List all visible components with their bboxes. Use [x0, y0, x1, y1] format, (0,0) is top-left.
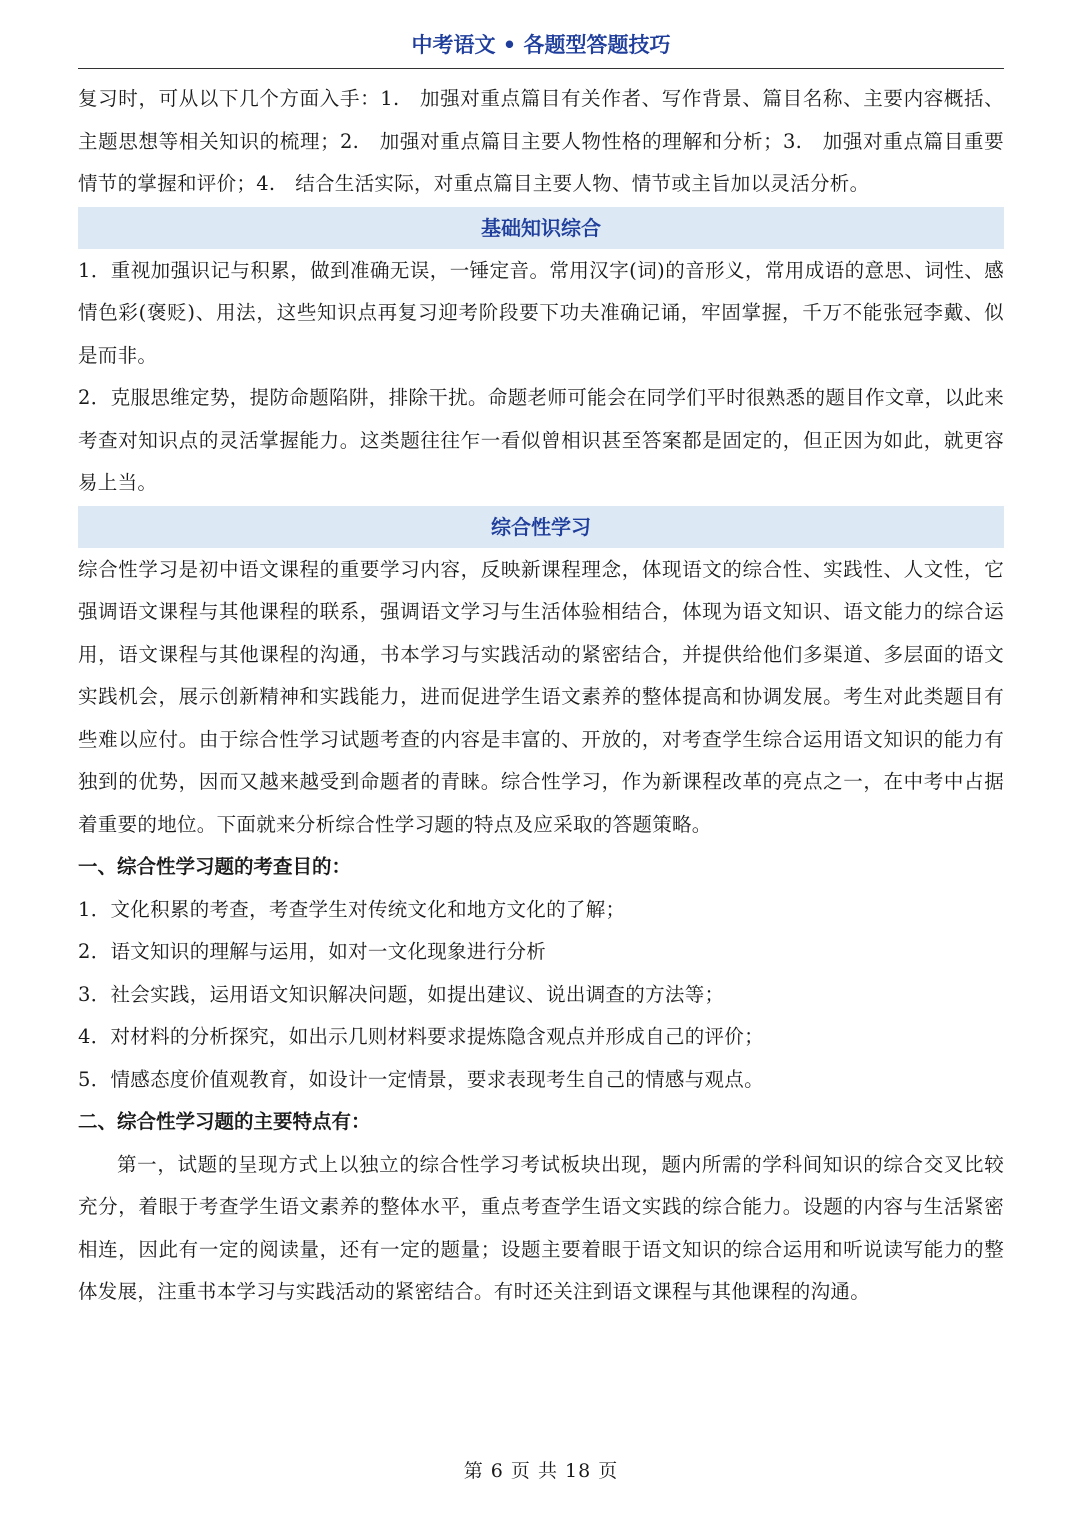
intro-paragraph: 复习时，可从以下几个方面入手：1. 加强对重点篇目有关作者、写作背景、篇目名称、主要内容概括、主题思想等相关知识的梳理；2. 加强对重点篇目主要人物性格的理解和分析；3. 加强对重点篇目重要情节的掌握和评价；4. 结合生活实际，对重点篇目主要人物、情节或主旨加以灵活分析。 [78, 87, 1004, 195]
section-heading-basic-knowledge: 基础知识综合 [78, 207, 1004, 249]
comprehensive-intro-paragraph: 综合性学习是初中语文课程的重要学习内容，反映新课程理念，体现语文的综合性、实践性、人文性，它强调语文课程与其他课程的联系，强调语文学习与生活体验相结合，体现为语文知识、语文能力的综合运用，语文课程与其他课程的沟通，书本学习与实践活动的紧密结合，并提供给他们多渠道、多层面的语文实践机会，展示创新精神和实践能力，进而促进学生语文素养的整体提高和协调发展。考生对此类题目有些难以应付。由于综合性学习试题考查的内容是丰富的、开放的，对考查学生综合运用语文知识的能力有独到的优势，因而又越来越受到命题者的青睐。综合性学习，作为新课程改革的亮点之一，在中考中占据着重要的地位。下面就来分析综合性学习题的特点及应采取的答题策略。 [78, 557, 1004, 836]
purpose-item-1: 1．文化积累的考查，考查学生对传统文化和地方文化的了解； [78, 897, 626, 921]
features-subheading: 二、综合性学习题的主要特点有： [78, 1110, 371, 1133]
section-heading-comprehensive-learning: 综合性学习 [78, 506, 1004, 548]
purpose-item-4: 4．对材料的分析探究，如出示几则材料要求提炼隐含观点并形成自己的评价； [78, 1025, 764, 1048]
header-divider [78, 68, 1004, 69]
page-header-title: 中考语文 • 各题型答题技巧 [411, 33, 671, 57]
purpose-item-2: 2．语文知识的理解与运用，如对一文化现象进行分析 [78, 940, 547, 963]
features-paragraph: 第一，试题的呈现方式上以独立的综合性学习考试板块出现，题内所需的学科间知识的综合交叉比较充分，着眼于考查学生语文素养的整体水平，重点考查学生语文实践的综合能力。设题的内容与生活紧密相连，因此有一定的阅读量，还有一定的题量；设题主要着眼于语文知识的综合运用和听说读写能力的整体发展，注重书本学习与实践活动的紧密结合。有时还关注到语文课程与其他课程的沟通。 [78, 1152, 1004, 1303]
purpose-item-3: 3．社会实践，运用语文知识解决问题，如提出建议、说出调查的方法等； [78, 982, 725, 1006]
basic-knowledge-item-1: 1．重视加强识记与积累，做到准确无误，一锤定音。常用汉字(词)的音形义，常用成语的意思、词性、感情色彩(褒贬)、用法，这些知识点再复习迎考阶段要下功夫准确记诵，牢固掌握，千万不能张冠李戴、似是而非。 [78, 258, 1004, 367]
purpose-item-5: 5．情感态度价值观教育，如设计一定情景，要求表现考生自己的情感与观点。 [78, 1067, 764, 1091]
basic-knowledge-item-2: 2．克服思维定势，提防命题陷阱，排除干扰。命题老师可能会在同学们平时很熟悉的题目作文章，以此来考查对知识点的灵活掌握能力。这类题往往乍一看似曾相识甚至答案都是固定的，但正因为如此，就更容易上当。 [78, 386, 1004, 494]
document-body [78, 78, 1004, 1314]
purpose-subheading: 一、综合性学习题的考查目的： [78, 855, 352, 878]
page-number-footer: 第 6 页 共 18 页 [463, 1460, 619, 1482]
